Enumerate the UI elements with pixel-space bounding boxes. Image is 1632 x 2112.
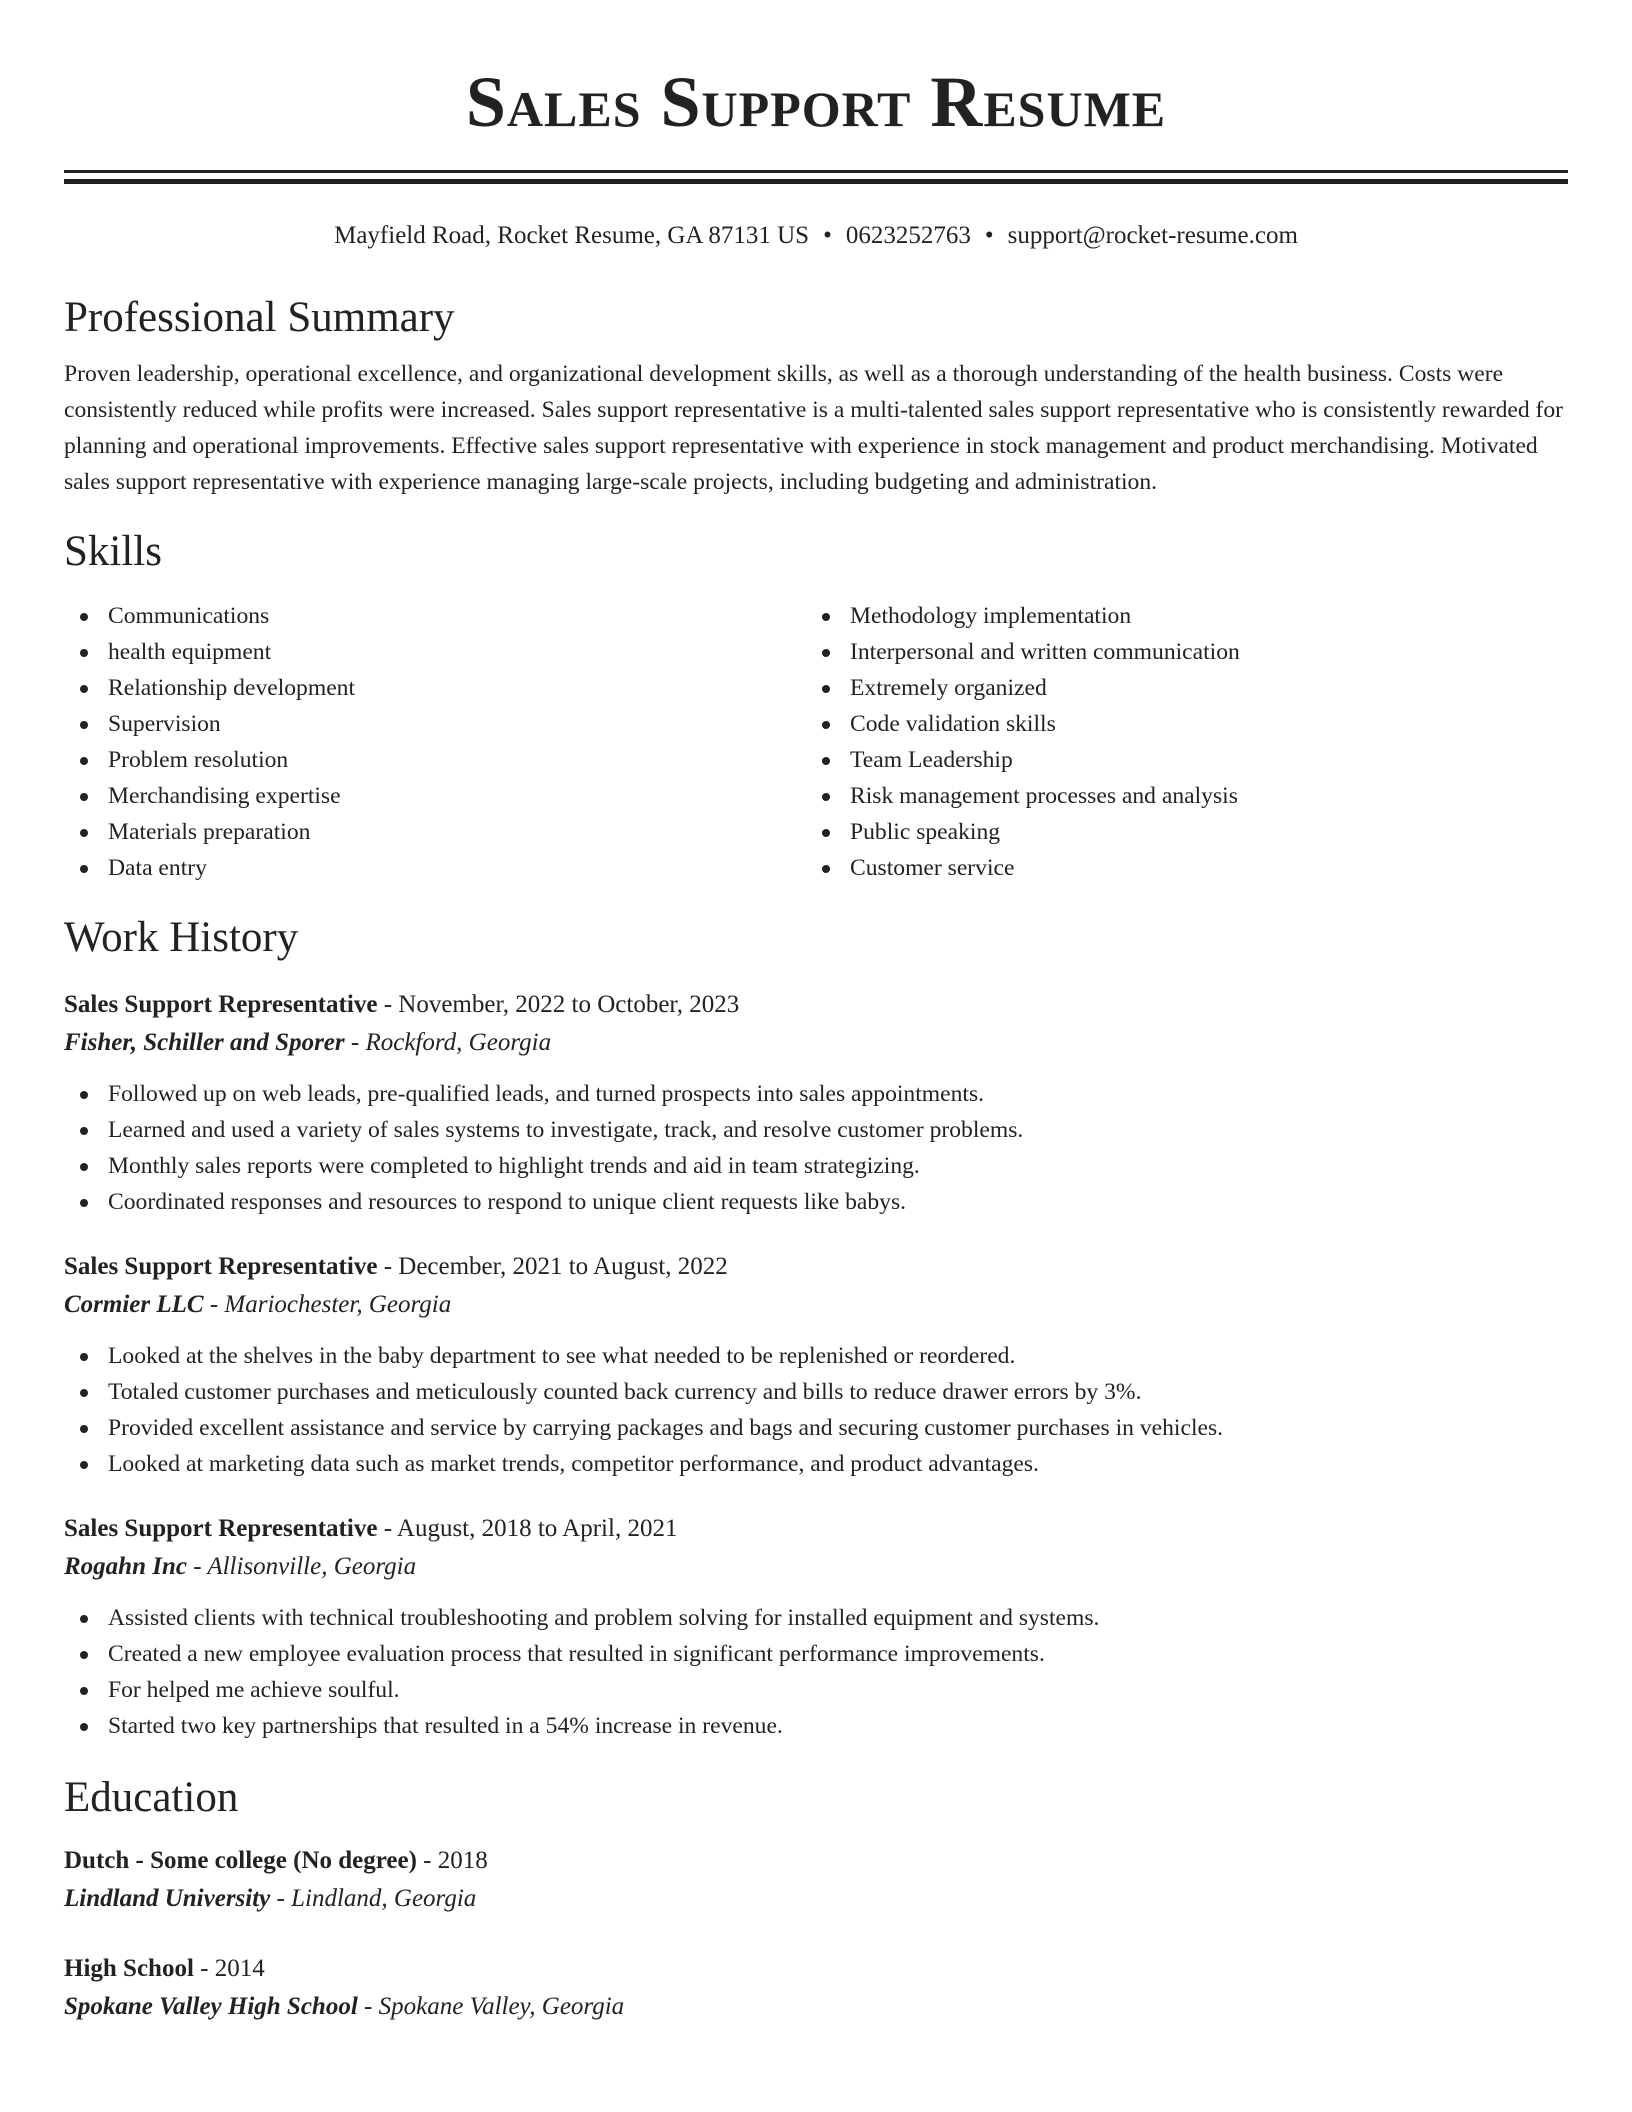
- job-dates: - August, 2018 to April, 2021: [383, 1515, 678, 1542]
- job-bullet: Looked at marketing data such as market trends, competitor performance, and product advantages.: [64, 1446, 1568, 1482]
- section-heading-summary: Professional Summary: [64, 294, 455, 341]
- contact-separator: •: [823, 222, 832, 249]
- contact-email: support@rocket-resume.com: [1007, 222, 1298, 249]
- divider-thin-line: [64, 170, 1568, 173]
- skill-item: Team Leadership: [806, 742, 1548, 778]
- skill-item: Merchandising expertise: [64, 778, 806, 814]
- job-title-line: [64, 986, 1568, 1024]
- skills-list-right: [806, 598, 1548, 886]
- skill-item: Customer service: [806, 850, 1548, 886]
- job-bullet: Learned and used a variety of sales systems to investigate, track, and resolve customer problems.: [64, 1112, 1568, 1148]
- skill-item: Problem resolution: [64, 742, 806, 778]
- skill-item: Materials preparation: [64, 814, 806, 850]
- job-title-line: [64, 1248, 1568, 1286]
- contact-separator: •: [984, 222, 994, 249]
- job-bullets: [64, 1600, 1568, 1744]
- school-location: - Lindland, Georgia: [276, 1885, 477, 1912]
- skill-item: Supervision: [64, 706, 806, 742]
- job-bullets: [64, 1338, 1568, 1482]
- employer-name: Rogahn Inc: [64, 1553, 187, 1580]
- degree-line: [64, 1842, 1568, 1880]
- employer-line: [64, 1548, 1568, 1586]
- skill-item: Communications: [64, 598, 806, 634]
- job-bullet: Created a new employee evaluation process that resulted in significant performance improvements.: [64, 1636, 1568, 1672]
- skills-list-left: [64, 598, 806, 886]
- contact-info: [64, 220, 1568, 252]
- job-entry: [64, 1510, 1568, 1744]
- job-bullet: Followed up on web leads, pre-qualified leads, and turned prospects into sales appointments.: [64, 1076, 1568, 1112]
- job-bullet: Started two key partnerships that resulted in a 54% increase in revenue.: [64, 1708, 1568, 1744]
- work-history-section: [64, 912, 1568, 1744]
- employer-line: [64, 1286, 1568, 1324]
- summary-text: Proven leadership, operational excellence, and organizational development skills, as well as a thorough understanding of the health business. Costs were consistently reduced while profits were increased. Sales support representative is a multi-talented sales support representative who is consistently rewarded for planning and operational improvements. Effective sales support representative with experience in stock management and product merchandising. Motivated sales support representative with experience managing large-scale projects, including budgeting and administration.: [64, 361, 1564, 495]
- skill-item: health equipment: [64, 634, 806, 670]
- skill-item: Relationship development: [64, 670, 806, 706]
- graduation-year: - 2018: [423, 1847, 488, 1874]
- skill-item: Extremely organized: [806, 670, 1548, 706]
- job-bullets: [64, 1076, 1568, 1220]
- job-entry: [64, 1248, 1568, 1482]
- skill-item: Risk management processes and analysis: [806, 778, 1548, 814]
- divider-thick-line: [64, 179, 1568, 184]
- job-title: Sales Support Representative: [64, 1515, 378, 1542]
- education-section: [64, 1772, 1568, 2026]
- job-bullet: Provided excellent assistance and service by carrying packages and bags and securing customer purchases in vehicles.: [64, 1410, 1568, 1446]
- job-title: Sales Support Representative: [64, 1253, 378, 1280]
- contact-address: Mayfield Road, Rocket Resume, GA 87131 US: [334, 222, 810, 249]
- section-heading-skills: Skills: [64, 528, 162, 575]
- school-location: - Spokane Valley, Georgia: [364, 1993, 625, 2020]
- skill-item: Data entry: [64, 850, 806, 886]
- employer-location: - Rockford, Georgia: [350, 1029, 552, 1056]
- skills-section: [64, 526, 1568, 886]
- education-entry: [64, 1842, 1568, 1918]
- job-bullet: Totaled customer purchases and meticulously counted back currency and bills to reduce drawer errors by 3%.: [64, 1374, 1568, 1410]
- resume-title: Sales Support Resume: [465, 62, 1167, 142]
- section-heading-work-history: Work History: [64, 914, 299, 961]
- title-divider: [64, 170, 1568, 184]
- skill-item: Methodology implementation: [806, 598, 1548, 634]
- job-bullet: Looked at the shelves in the baby department to see what needed to be replenished or reordered.: [64, 1338, 1568, 1374]
- skill-item: Public speaking: [806, 814, 1548, 850]
- job-entry: [64, 986, 1568, 1220]
- employer-name: Fisher, Schiller and Sporer: [64, 1029, 345, 1056]
- job-dates: - November, 2022 to October, 2023: [383, 991, 740, 1018]
- school-name: Spokane Valley High School: [64, 1993, 358, 2020]
- job-dates: - December, 2021 to August, 2022: [383, 1253, 728, 1280]
- job-bullet: For helped me achieve soulful.: [64, 1672, 1568, 1708]
- professional-summary-section: [64, 292, 1568, 500]
- employer-location: - Allisonville, Georgia: [193, 1553, 417, 1580]
- school-line: [64, 1988, 1568, 2026]
- contact-phone: 0623252763: [845, 222, 971, 249]
- degree-line: [64, 1950, 1568, 1988]
- section-heading-education: Education: [64, 1774, 239, 1821]
- education-entry: [64, 1950, 1568, 2026]
- job-bullet: Coordinated responses and resources to respond to unique client requests like babys.: [64, 1184, 1568, 1220]
- skill-item: Code validation skills: [806, 706, 1548, 742]
- school-name: Lindland University: [64, 1885, 271, 1912]
- job-title: Sales Support Representative: [64, 991, 378, 1018]
- job-bullet: Assisted clients with technical troubleshooting and problem solving for installed equipment and systems.: [64, 1600, 1568, 1636]
- employer-location: - Mariochester, Georgia: [209, 1291, 452, 1318]
- job-title-line: [64, 1510, 1568, 1548]
- employer-name: Cormier LLC: [64, 1291, 204, 1318]
- graduation-year: - 2014: [200, 1955, 265, 1982]
- degree: High School: [64, 1955, 194, 1982]
- degree: Dutch - Some college (No degree): [64, 1847, 417, 1874]
- employer-line: [64, 1024, 1568, 1062]
- skill-item: Interpersonal and written communication: [806, 634, 1548, 670]
- skills-columns: [64, 598, 1568, 886]
- school-line: [64, 1880, 1568, 1918]
- job-bullet: Monthly sales reports were completed to highlight trends and aid in team strategizing.: [64, 1148, 1568, 1184]
